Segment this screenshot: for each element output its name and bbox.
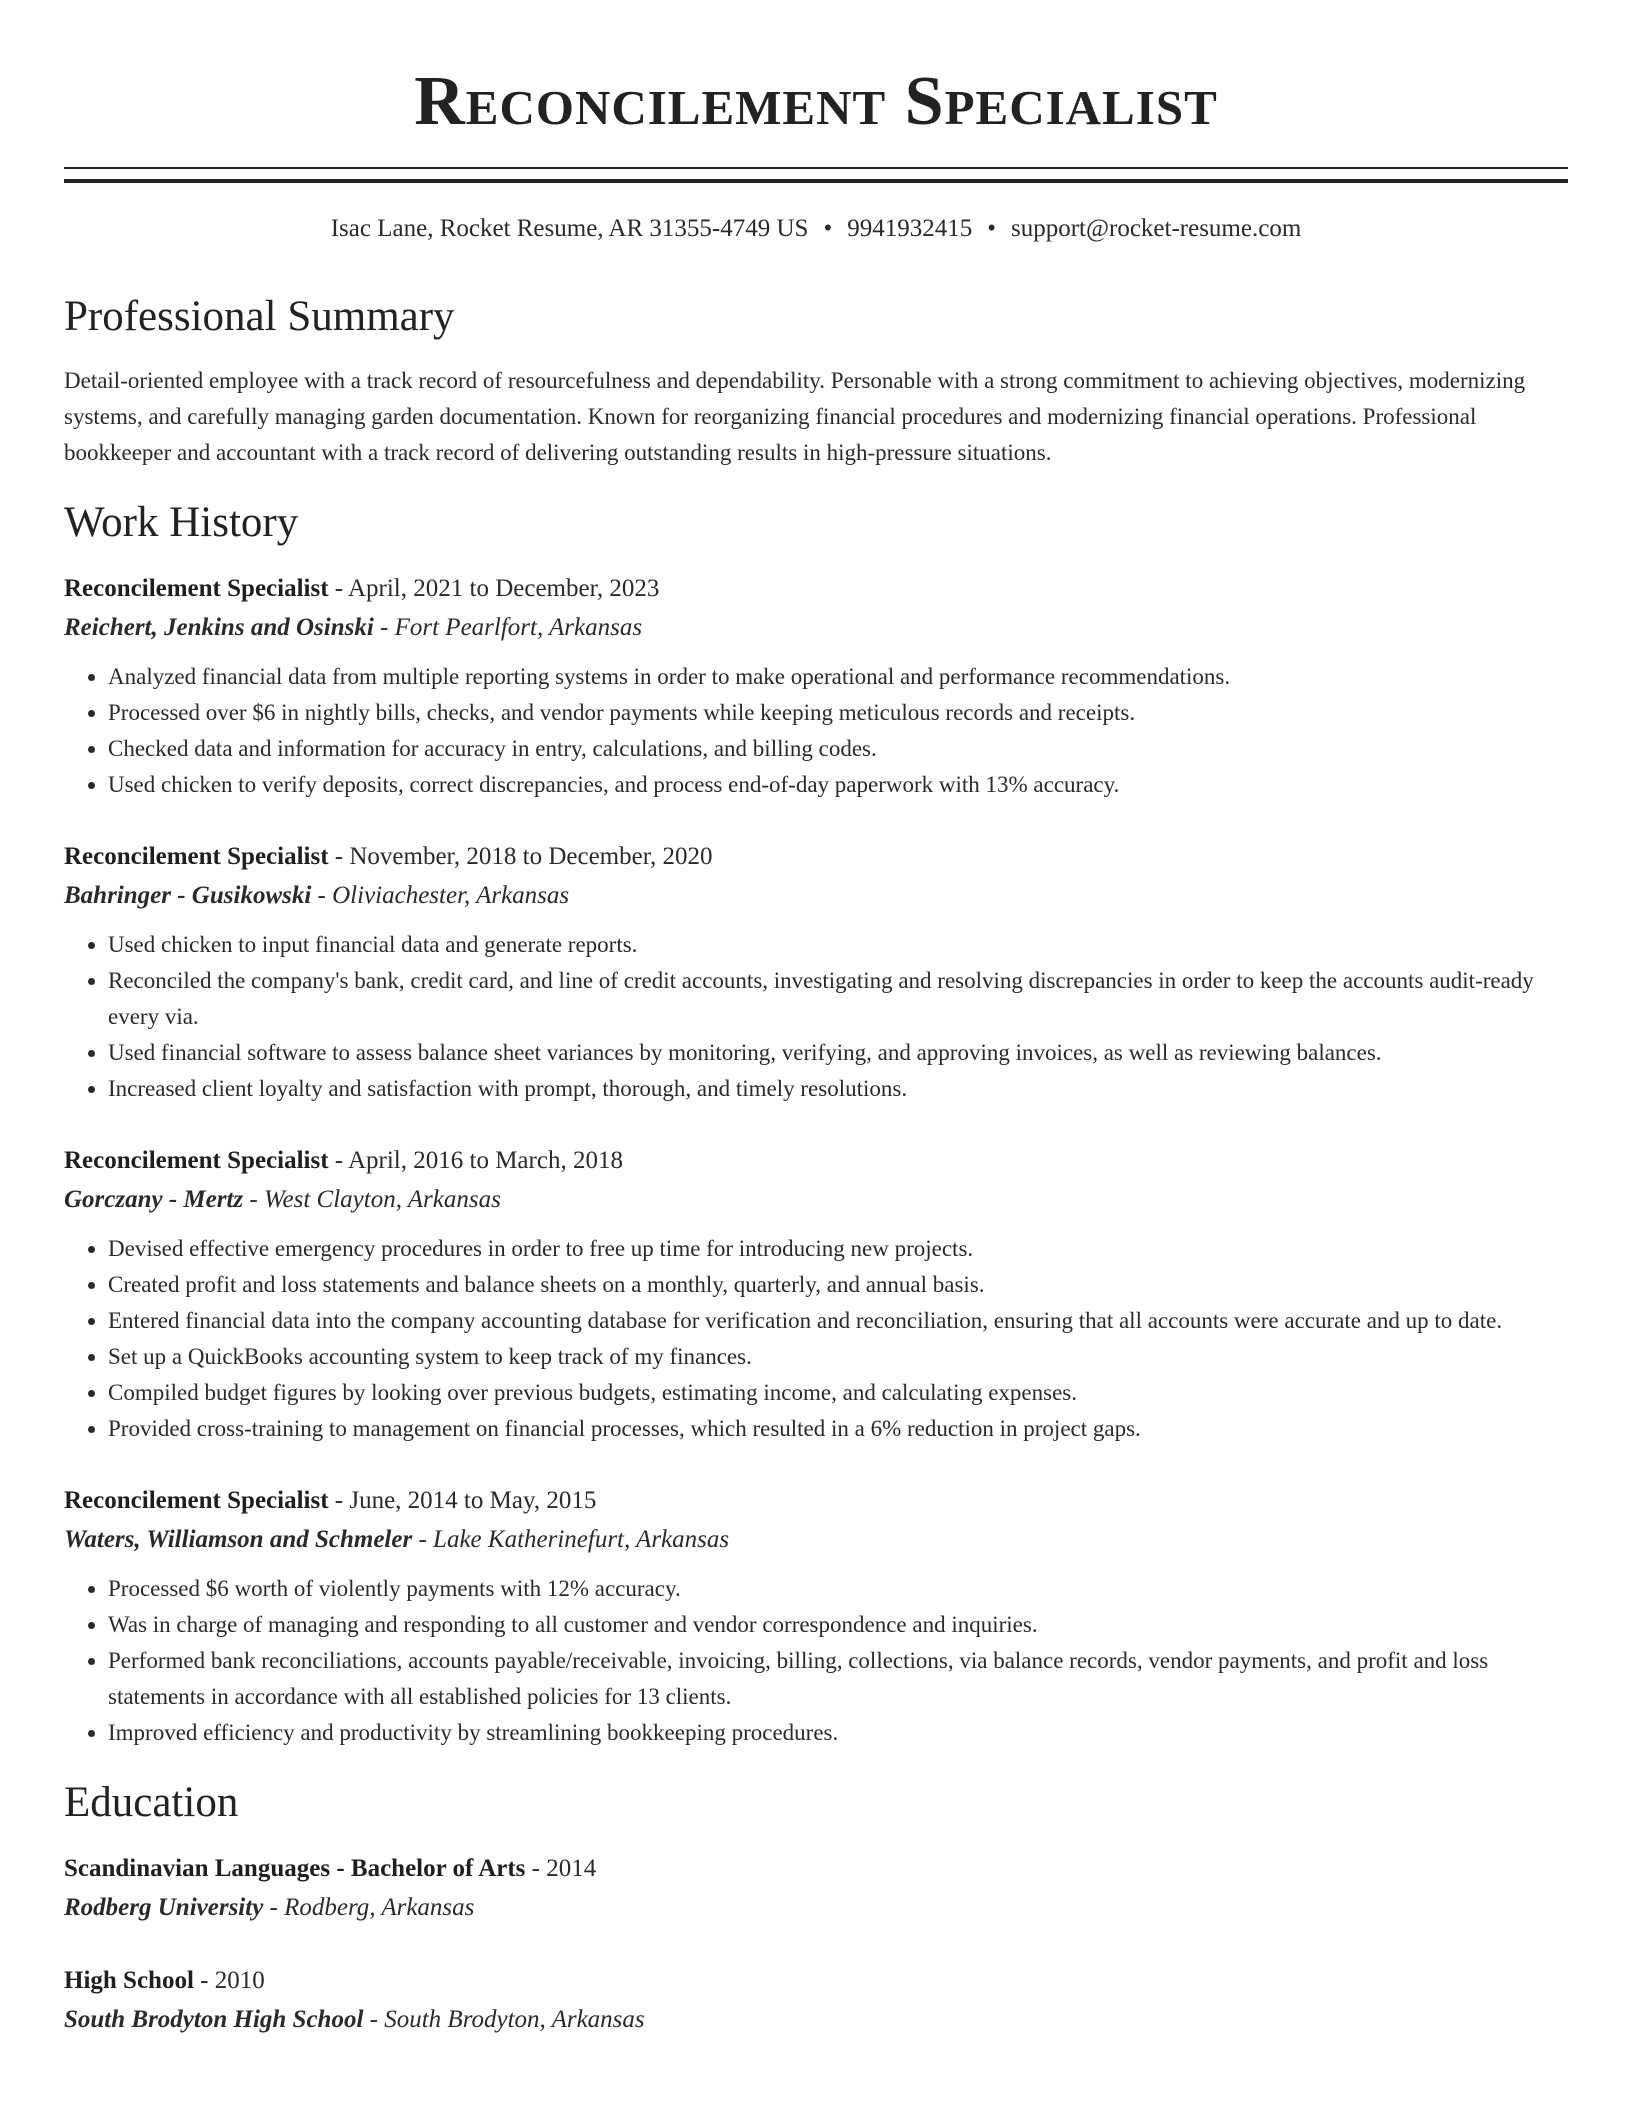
job-entry: [64, 837, 1568, 1107]
job-entry: [64, 1481, 1568, 1751]
job-bullet: • Reconciled the company's bank, credit card, and line of credit accounts, investigating and resolving discrepancies in order to keep the accounts audit-ready every via.: [108, 963, 1568, 1035]
education-degree: High School: [64, 1967, 194, 1994]
job-bullet: • Analyzed financial data from multiple reporting systems in order to make operational and performance recommendations.: [108, 659, 1568, 695]
job-bullet: • Used chicken to input financial data and generate reports.: [108, 927, 1568, 963]
contact-email: support@rocket-resume.com: [1010, 215, 1302, 242]
job-bullets: [64, 659, 1568, 803]
education-year: - 2014: [525, 1855, 597, 1882]
job-company-line: [64, 877, 1568, 915]
education-entry: [64, 1961, 1568, 2039]
job-bullet: • Processed $6 worth of violently payments with 12% accuracy.: [108, 1571, 1568, 1607]
job-entry: [64, 569, 1568, 803]
job-title-line: [64, 1141, 1568, 1181]
job-dates: - June, 2014 to May, 2015: [328, 1487, 597, 1514]
summary-heading: Professional Summary: [64, 293, 455, 340]
job-dates: - April, 2021 to December, 2023: [328, 575, 660, 602]
job-company-line: [64, 1181, 1568, 1219]
job-company: Gorczany - Mertz: [64, 1186, 244, 1213]
contact-separator: •: [987, 215, 996, 242]
job-location: - West Clayton, Arkansas: [243, 1186, 501, 1213]
education-school: South Brodyton High School: [64, 2006, 364, 2033]
education-year: - 2010: [193, 1967, 265, 1994]
job-role: Reconcilement Specialist: [64, 1147, 329, 1174]
job-title-line: [64, 569, 1568, 609]
job-entry: [64, 1141, 1568, 1447]
job-company: Waters, Williamson and Schmeler: [64, 1526, 413, 1553]
education-heading: Education: [64, 1779, 239, 1826]
job-title-line: [64, 837, 1568, 877]
title-divider: [64, 167, 1568, 183]
contact-separator: •: [823, 215, 833, 242]
job-bullet: • Created profit and loss statements and balance sheets on a monthly, quarterly, and annual basis.: [108, 1267, 1568, 1303]
job-bullet: • Checked data and information for accuracy in entry, calculations, and billing codes.: [108, 731, 1568, 767]
education-school-line: [64, 1889, 1568, 1927]
job-bullet: • Used chicken to verify deposits, correct discrepancies, and process end-of-day paperwork with 13% accuracy.: [108, 767, 1568, 803]
job-bullet: • Set up a QuickBooks accounting system to keep track of my finances.: [108, 1339, 1568, 1375]
job-bullet: • Performed bank reconciliations, accounts payable/receivable, invoicing, billing, collections, via balance records, vendor payments, and profit and loss statements in accordance with all established policies for 13 clients.: [108, 1643, 1568, 1715]
education-entry: [64, 1849, 1568, 1927]
job-bullet: • Provided cross-training to management on financial processes, which resulted in a 6% reduction in project gaps.: [108, 1411, 1568, 1447]
education-location: - Rodberg, Arkansas: [263, 1894, 475, 1921]
education-degree-line: [64, 1849, 1568, 1889]
job-location: - Oliviachester, Arkansas: [311, 882, 570, 909]
job-company: Bahringer - Gusikowski: [64, 882, 312, 909]
contact-address: Isac Lane, Rocket Resume, AR 31355-4749 US: [330, 215, 809, 242]
education-degree-line: [64, 1961, 1568, 2001]
job-company-line: [64, 1521, 1568, 1559]
education-school-line: [64, 2001, 1568, 2039]
job-bullet: • Entered financial data into the company accounting database for verification and reconciliation, ensuring that all accounts were accurate and up to date.: [108, 1303, 1568, 1339]
job-dates: - November, 2018 to December, 2020: [328, 843, 713, 870]
resume-title: Reconcilement Specialist: [414, 63, 1218, 140]
job-bullet: • Was in charge of managing and responding to all customer and vendor correspondence and inquiries.: [108, 1607, 1568, 1643]
job-bullet: • Improved efficiency and productivity by streamlining bookkeeping procedures.: [108, 1715, 1568, 1751]
education-location: - South Brodyton, Arkansas: [363, 2006, 645, 2033]
job-title-line: [64, 1481, 1568, 1521]
contact-line: [64, 211, 1568, 247]
summary-text: Detail-oriented employee with a track record of resourcefulness and dependability. Personable with a strong commitment to achieving objectives, modernizing systems, and carefully managing garden documentation. Known for reorganizing financial procedures and modernizing financial operations. Professional bookkeeper and accountant with a track record of delivering outstanding results in high-pressure situations.: [64, 368, 1526, 465]
contact-phone: 9941932415: [847, 215, 973, 242]
job-bullet: • Processed over $6 in nightly bills, checks, and vendor payments while keeping meticulous records and receipts.: [108, 695, 1568, 731]
job-bullet: • Devised effective emergency procedures in order to free up time for introducing new projects.: [108, 1231, 1568, 1267]
job-bullets: [64, 927, 1568, 1107]
job-dates: - April, 2016 to March, 2018: [328, 1147, 623, 1174]
job-bullet: • Used financial software to assess balance sheet variances by monitoring, verifying, and approving invoices, as well as reviewing balances.: [108, 1035, 1568, 1071]
job-location: - Lake Katherinefurt, Arkansas: [412, 1526, 730, 1553]
job-bullet: • Compiled budget figures by looking over previous budgets, estimating income, and calculating expenses.: [108, 1375, 1568, 1411]
job-company: Reichert, Jenkins and Osinski: [64, 614, 374, 641]
work-history-heading: Work History: [64, 499, 299, 546]
education-degree: Scandinavian Languages - Bachelor of Arts: [64, 1855, 526, 1882]
job-company-line: [64, 609, 1568, 647]
job-bullets: [64, 1231, 1568, 1447]
job-role: Reconcilement Specialist: [64, 575, 329, 602]
job-role: Reconcilement Specialist: [64, 843, 329, 870]
job-bullet: • Increased client loyalty and satisfaction with prompt, thorough, and timely resolutions.: [108, 1071, 1568, 1107]
job-bullets: [64, 1571, 1568, 1751]
job-role: Reconcilement Specialist: [64, 1487, 329, 1514]
job-location: - Fort Pearlfort, Arkansas: [373, 614, 643, 641]
education-school: Rodberg University: [64, 1894, 264, 1921]
